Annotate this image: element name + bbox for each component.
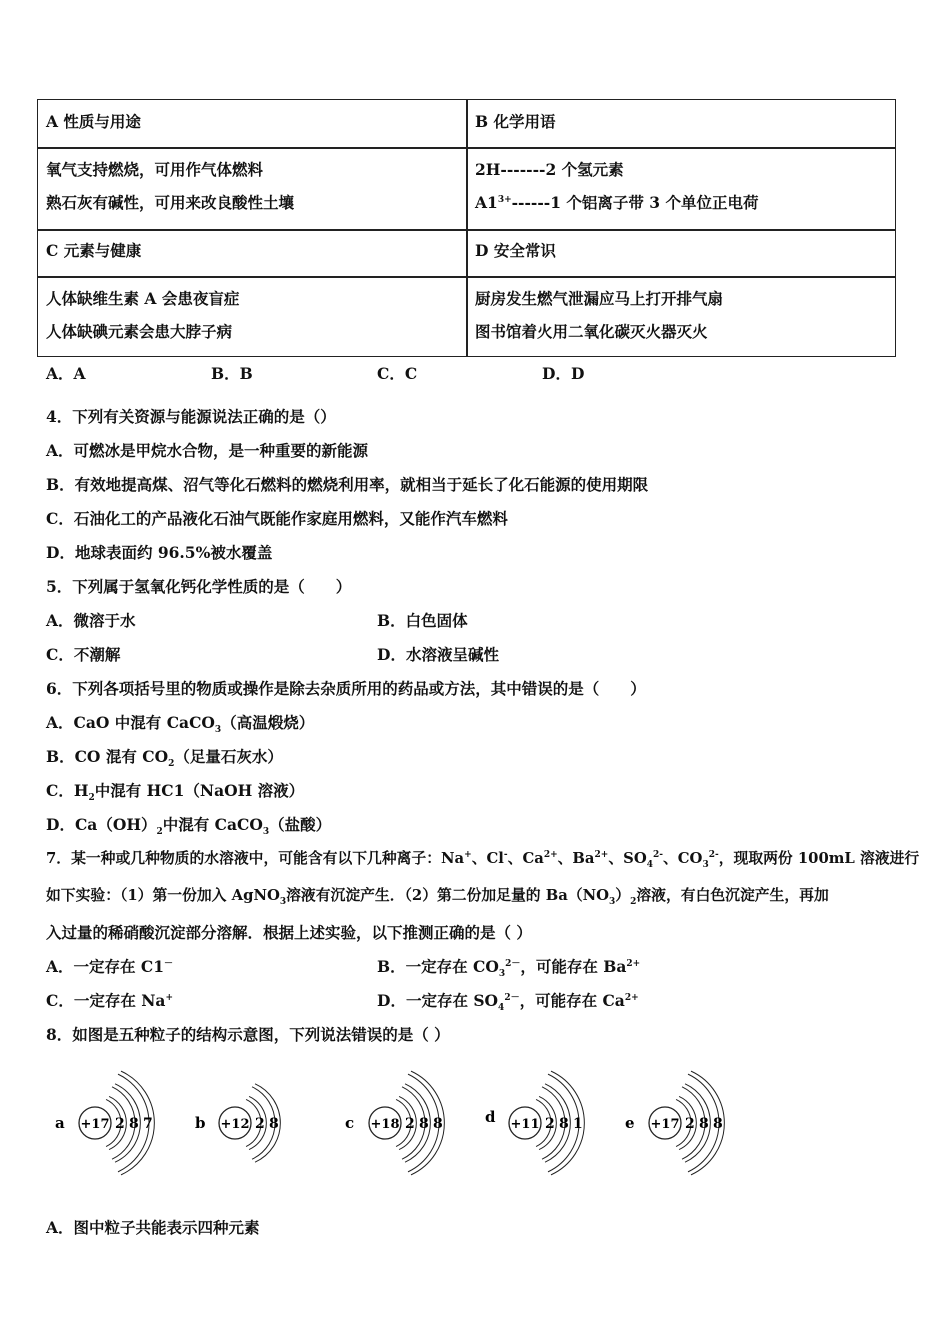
table-divider: [466, 100, 468, 356]
question-5-option-b: B．白色固体: [377, 611, 468, 630]
atom-label: b: [195, 1114, 206, 1132]
shell-electron-count: 2: [545, 1116, 555, 1132]
question-4-option-c: C．石油化工的产品液化石油气既能作家庭用燃料，又能作汽车燃料: [46, 509, 508, 528]
question-6-option-a: A．CaO 中混有 CaCO$_3$（高温煅烧）: [46, 713, 315, 736]
question-7-option-c: C．一定存在 Na+: [46, 991, 173, 1010]
nucleus-charge: +17: [650, 1117, 680, 1132]
cell-d-line1: 厨房发生燃气泄漏应马上打开排气扇: [475, 289, 724, 308]
question-6-option-b: B．CO 混有 $CO_2$（足量石灰水）: [46, 747, 283, 770]
option-a: A．A: [46, 364, 86, 383]
question-8-stem: 8．如图是五种粒子的结构示意图，下列说法错误的是（ ）: [46, 1025, 450, 1044]
question-7-stem: 7．某一种或几种物质的水溶液中，可能含有以下几种离子：Na+、Cl-、$Ca^{2+}$、$Ba^{2+}$、$SO_4^{2-}$、$CO_3^{2-}$，现取两份 100mL 溶液进行: [46, 850, 920, 870]
shell-electron-count: 8: [433, 1116, 443, 1132]
atom-label: a: [55, 1114, 65, 1132]
cell-b-line2: $A1^{3+}------1$ 个铝离子带 3 个单位正电荷: [475, 193, 759, 212]
cell-d-line2: 图书馆着火用二氧化碳灭火器灭火: [475, 322, 708, 341]
option-d: D．D: [542, 364, 585, 383]
option-c: C．C: [377, 364, 418, 383]
atom-diagram-e: [625, 1071, 724, 1175]
cell-c-head: C 元素与健康: [46, 241, 142, 260]
cell-c-line2: 人体缺碘元素会患大脖子病: [46, 322, 233, 341]
cell-a-line1: 氧气支持燃烧，可用作气体燃料: [46, 160, 264, 179]
question-6-option-d: D．$Ca(OH)_2$中混有 CaCO$_3$（盐酸）: [46, 815, 332, 838]
question-7-line2: 如下实验：（1）第一份加入 AgNO$_3$溶液有沉淀产生．（2）第二份加足量的 $Ba(NO_3)_2$溶液，有白色沉淀产生，再加: [46, 887, 829, 907]
nucleus-charge: +17: [80, 1117, 110, 1132]
shell-electron-count: 7: [143, 1116, 153, 1132]
shell-electron-count: 8: [419, 1116, 429, 1132]
question-7-line3: 入过量的稀硝酸沉淀部分溶解．根据上述实验，以下推测正确的是（ ）: [46, 923, 532, 942]
cell-c-line1: 人体缺维生素 A 会患夜盲症: [46, 289, 240, 308]
comparison-table: [37, 99, 896, 357]
cell-b-head: B 化学用语: [475, 112, 556, 131]
shell-electron-count: 8: [129, 1116, 139, 1132]
option-b: B．B: [211, 364, 253, 383]
atom-diagram-c: [345, 1071, 444, 1175]
shell-electron-count: 8: [559, 1116, 569, 1132]
nucleus-charge: +18: [370, 1117, 400, 1132]
table-divider: [38, 276, 895, 278]
question-4-option-a: A．可燃冰是甲烷水合物，是一种重要的新能源: [46, 441, 369, 460]
atom-label: d: [485, 1108, 496, 1126]
cell-a-head: A 性质与用途: [46, 112, 141, 131]
question-7-option-b: B．一定存在 $CO_3^{2-}$，可能存在 $Ba^{2+}$: [377, 957, 641, 980]
table-divider: [38, 147, 895, 149]
shell-electron-count: 2: [685, 1116, 695, 1132]
atom-structure-diagrams: [40, 1060, 760, 1180]
shell-electron-count: 2: [255, 1116, 265, 1132]
shell-electron-count: 8: [269, 1116, 279, 1132]
question-8-option-a: A．图中粒子共能表示四种元素: [46, 1218, 260, 1237]
question-5-stem: 5．下列属于氢氧化钙化学性质的是（ ）: [46, 577, 352, 596]
question-5-option-c: C．不潮解: [46, 645, 121, 664]
shell-electron-count: 1: [573, 1116, 583, 1132]
question-4-option-b: B．有效地提高煤、沼气等化石燃料的燃烧利用率，就相当于延长了化石能源的使用期限: [46, 475, 649, 494]
cell-a-line2: 熟石灰有碱性，可用来改良酸性土壤: [46, 193, 295, 212]
table-divider: [38, 229, 895, 231]
question-6-option-c: C．$H_2$中混有 HC1（NaOH 溶液）: [46, 781, 305, 804]
shell-electron-count: 2: [405, 1116, 415, 1132]
question-4-option-d: D．地球表面约 96.5%被水覆盖: [46, 543, 273, 562]
shell-electron-count: 8: [699, 1116, 709, 1132]
atom-label: c: [345, 1114, 355, 1132]
shell-electron-count: 2: [115, 1116, 125, 1132]
nucleus-charge: +11: [510, 1117, 540, 1132]
cell-d-head: D 安全常识: [475, 241, 556, 260]
cell-b-line1: 2H-------2 个氢元素: [475, 160, 624, 179]
question-4-stem: 4．下列有关资源与能源说法正确的是（）: [46, 407, 336, 426]
question-5-option-d: D．水溶液呈碱性: [377, 645, 499, 664]
question-5-option-a: A．微溶于水: [46, 611, 136, 630]
atom-diagram-b: [195, 1084, 280, 1162]
atom-diagram-d: [485, 1071, 584, 1175]
shell-electron-count: 8: [713, 1116, 723, 1132]
atom-diagram-a: [55, 1071, 154, 1175]
question-7-option-d: D．一定存在 $SO_4^{2-}$，可能存在 $Ca^{2+}$: [377, 991, 639, 1014]
atom-label: e: [625, 1114, 635, 1132]
question-7-option-a: A．一定存在 C1－: [46, 957, 174, 976]
question-6-stem: 6．下列各项括号里的物质或操作是除去杂质所用的药品或方法，其中错误的是（ ）: [46, 679, 646, 698]
nucleus-charge: +12: [220, 1117, 250, 1132]
